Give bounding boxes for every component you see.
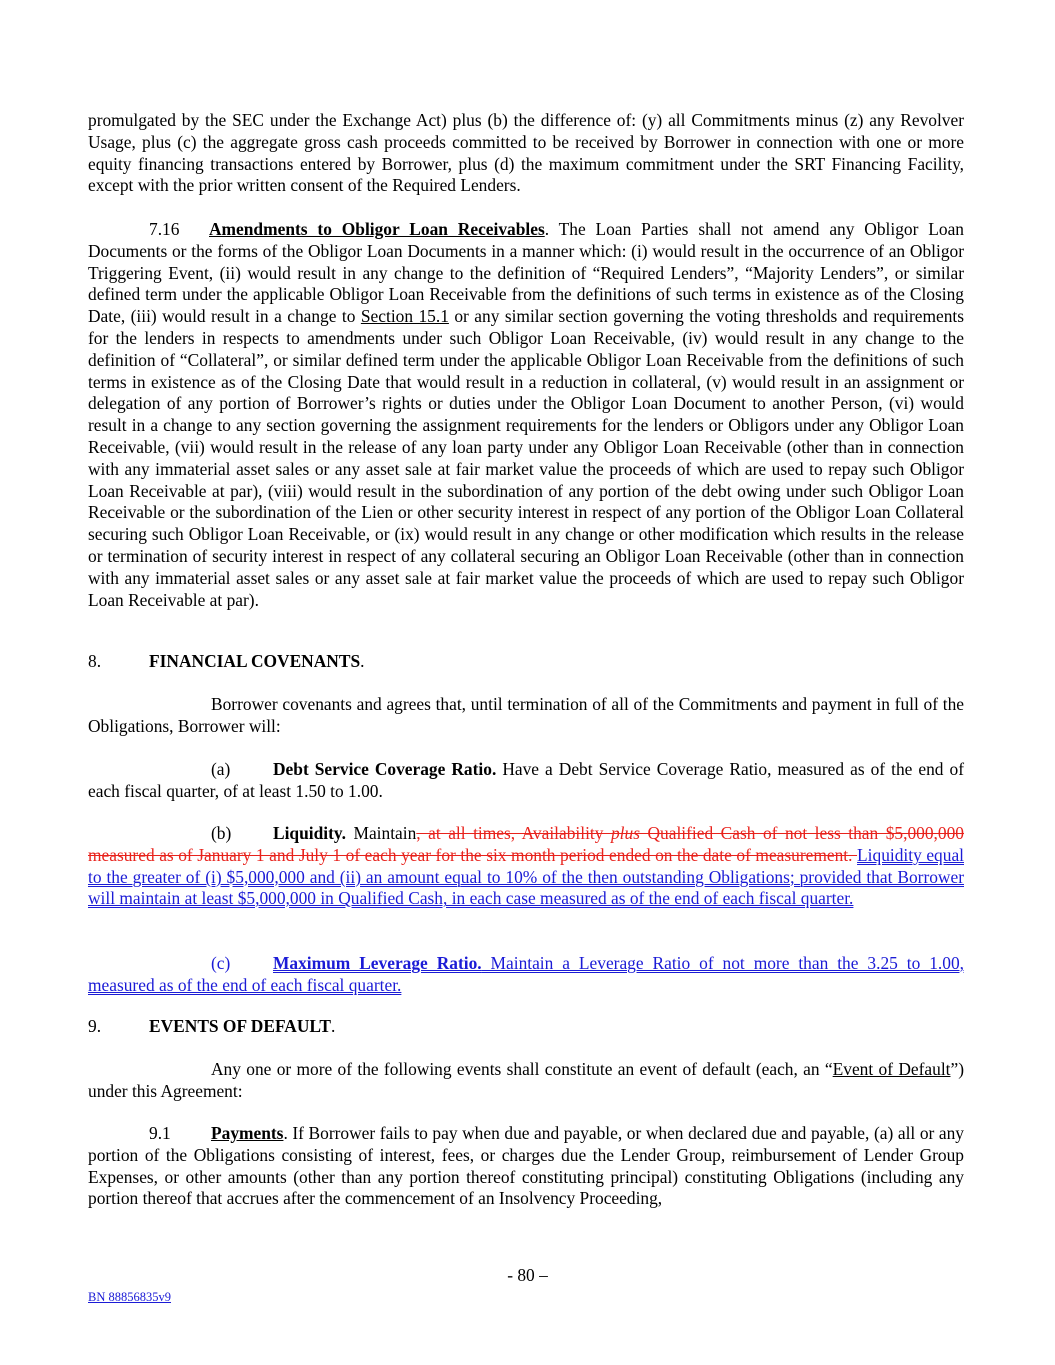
section-9-heading: 9. EVENTS OF DEFAULT. <box>88 1016 336 1036</box>
item-label: (a) <box>211 759 231 779</box>
covenant-heading: Debt Service Coverage Ratio. <box>273 759 497 779</box>
item-label: (b) <box>211 823 232 843</box>
inserted-text: (c) Maximum Leverage Ratio. Maintain a Leverage Ratio of not more than the 3.25 to 1.00, measured as of the end of each fiscal quarter. <box>88 953 964 995</box>
section-8-intro: Borrower covenants and agrees that, until termination of all of the Commitments and payment in full of the Obligations, Borrower will: <box>88 694 964 736</box>
page-number: - 80 – <box>507 1265 548 1285</box>
section-heading: Payments <box>211 1123 284 1143</box>
section-number: 9. <box>88 1016 102 1036</box>
covenant-heading: Maximum Leverage Ratio. <box>273 953 482 973</box>
covenant-a: (a) Debt Service Coverage Ratio. Have a Debt Service Coverage Ratio, measured as of the end of each fiscal quarter, of at least 1.50 to 1.00. <box>88 759 964 801</box>
defined-term-link[interactable]: Event of Default <box>832 1059 951 1079</box>
item-label: (c) <box>211 953 231 973</box>
document-id: BN 88856835v9 <box>88 1290 171 1304</box>
covenant-c <box>88 953 964 997</box>
section-number: 8. <box>88 651 102 671</box>
section-9-intro: Any one or more of the following events shall constitute an event of default (each, an “Event of Default”) under this Agreement: <box>88 1059 964 1101</box>
inserted-text: Liquidity equal to the greater of (i) $5,000,000 and (ii) an amount equal to 10% of the then outstanding Obligations; provided that Borrower will maintain at least $5,000,000 in Qualified Cash, in each case measured as of the end of each fiscal quarter. <box>88 844 964 909</box>
section-number: 7.16 <box>149 219 180 239</box>
section-cross-reference-link[interactable]: Section 15.1 <box>360 306 449 327</box>
section-number: 9.1 <box>149 1123 171 1143</box>
covenant-b: (b) Liquidity. Maintain, at all times, Availability plus Qualified Cash of not less than $5,000,000 measured as of January 1 and July 1 of each year for the six month period ended on the date of measurement. Liquidity equal to the greater of (i) $5,000,000 and (ii) an amount equal to 10% of the then outstanding Obligations; provided that Borrower will maintain at least $5,000,000 in Qualified Cash, in each case measured as of the end of each fiscal quarter. <box>88 823 964 909</box>
section-heading: Amendments to Obligor Loan Receivables <box>209 219 545 239</box>
section-9-1: 9.1 Payments. If Borrower fails to pay when due and payable, or when declared due and payable, (a) all or any portion of the Obligations consisting of interest, fees, or charges due the Lender Group, reimbursement of Lender Group Expenses, or other amounts (other than any portion thereof constituting principal) constituting Obligations (including any portion thereof that accrues after the commencement of an Insolvency Proceeding, <box>88 1123 964 1209</box>
paragraph-continuation: promulgated by the SEC under the Exchange Act) plus (b) the difference of: (y) all Commitments minus (z) any Revolver Usage, plus (c) the aggregate gross cash proceeds committed to be received by Borrower in connection with one or more equity financing transactions entered by Borrower, plus (d) the maximum commitment under the SRT Financing Facility, except with the prior written consent of the Required Lenders. <box>88 110 964 196</box>
section-8-heading: 8. FINANCIAL COVENANTS. <box>88 651 365 671</box>
covenant-heading: Liquidity. <box>273 823 346 843</box>
section-heading: FINANCIAL COVENANTS <box>149 651 361 671</box>
section-7-16: 7.16 Amendments to Obligor Loan Receivables. The Loan Parties shall not amend any Obligor Loan Documents or the forms of the Obligor Loan Documents in a manner which: (i) would result in the occurrence of an Obligor Triggering Event, (ii) would result in any change to the definition of “Required Lenders”, “Majority Lenders”, or similar defined term under the applicable Obligor Loan Receivable from the definitions of such terms in existence as of the Closing Date, (iii) would result in a change to Section 15.1 or any similar section governing the voting thresholds and requirements for the lenders in respects to amendments under such Obligor Loan Receivable, (iv) would result in any change to the definition of “Collateral”, or similar defined term under the applicable Obligor Loan Receivable from the definitions of such terms in existence as of the Closing Date that would result in a reduction in collateral, (v) would result in an assignment or delegation of any portion of Borrower’s rights or duties under the Obligor Loan Document to another Person, (vi) would result in a change to any section governing the assignment requirements for the lenders or Obligors under any Obligor Loan Receivable, (vii) would result in the release of any loan party under any Obligor Loan Receivable (other than in connection with any immaterial asset sales or any asset sale at fair market value the proceeds of which are used to repay such Obligor Loan Receivable at par), (viii) would result in the subordination of any portion of the debt owing under such Obligor Loan Receivable or the subordination of the Lien or other security interest in respect of any portion of the Obligor Loan Collateral securing such Obligor Loan Receivable, or (ix) would result in any change or other modification which results in the release or termination of security interest in respect of any collateral securing an Obligor Loan Receivable (other than in connection with any immaterial asset sales or any asset sale at fair market value the proceeds of which are used to repay such Obligor Loan Receivable at par). <box>88 219 965 610</box>
section-heading: EVENTS OF DEFAULT <box>149 1016 331 1036</box>
deleted-text: , at all times, Availability plus Qualified Cash of not less than $5,000,000 measured as of January 1 and July 1 of each year for the six month period ended on the date of measurement. <box>88 823 964 865</box>
